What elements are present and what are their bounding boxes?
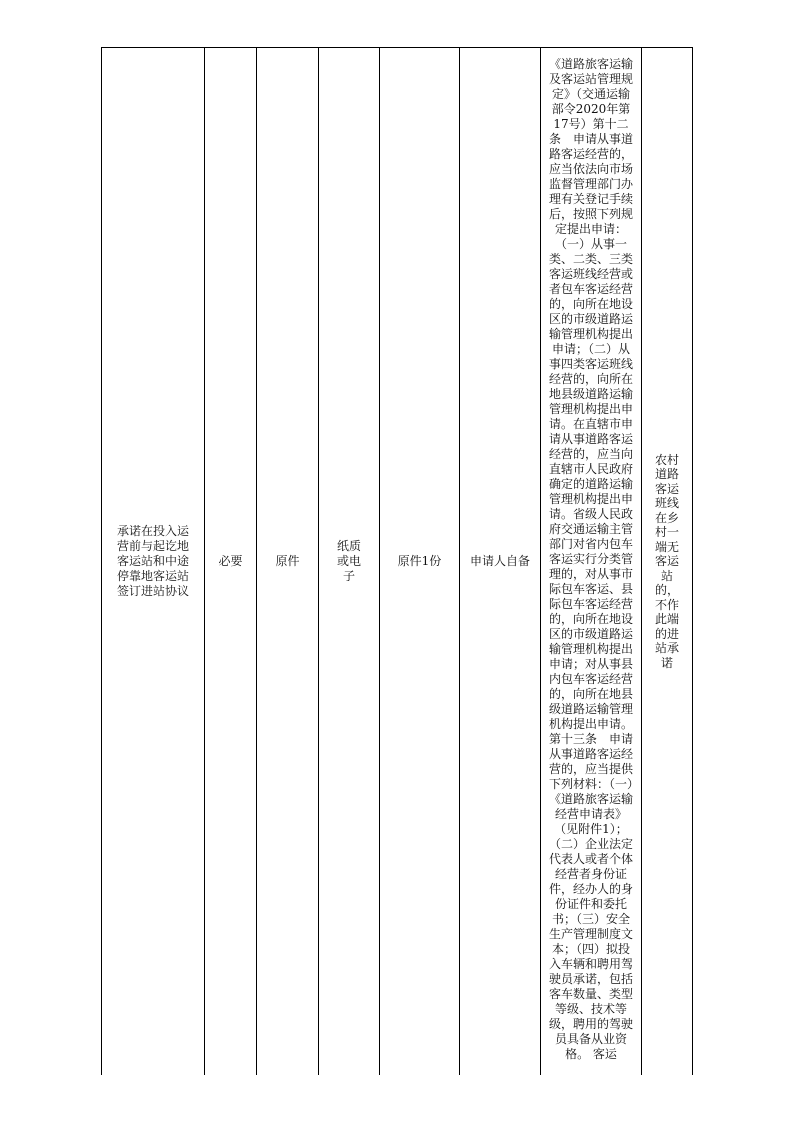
table-row: [102, 48, 693, 1076]
note-cell: [642, 48, 693, 1076]
media: 纸质或电子: [336, 539, 361, 583]
requirement: 必要: [218, 554, 243, 568]
source-cell: [460, 48, 541, 1076]
legal-basis: 《道路旅客运输及客运站管理规定》（交通运输部令2020年第17号）第十二条 申请从事道路客运经营的，应当依法向市场监督管理部门办理有关登记手续后，按照下列规定提出申请：（一）从事一类、二类、三类客运班线经营或者包车客运经营的，向所在地设区的市级道路运输管理机构提出申请；（二）从事四类客运班线经营的，向所在地县级道路运输管理机构提出申请。在直辖市申请从事道路客运经营的，应当向直辖市人民政府确定的道路运输管理机构提出申请。省级人民政府交通运输主管部门对省内包车客运实行分类管理的，对从事市际包车客运、县际包车客运经营的，向所在地设区的市级道路运输管理机构提出申请；对从事县内包车客运经营的，向所在地县级道路运输管理机构提出申请。第十三条 申请从事道路客运经营的，应当提供下列材料：（一）《道路旅客运输经营申请表》（见附件1）；（二）企业法定代表人或者个体经营者身份证件，经办人的身份证件和委托书；（三）安全生产管理制度文本；（四）拟投入车辆和聘用驾驶员承诺，包括客车数量、类型等级、技术等级，聘用的驾驶员具备从业资格。 客运: [548, 57, 633, 1061]
material-type-cell: [257, 48, 319, 1076]
copies: 原件1份: [397, 554, 442, 568]
material-type: 原件: [275, 554, 300, 568]
material-name: 承诺在投入运营前与起讫地客运站和中途停靠地客运站签订进站协议: [116, 524, 189, 598]
copies-cell: [380, 48, 460, 1076]
legal-basis-cell: [541, 48, 642, 1076]
note: 农村道路客运班线在乡村一端无客运站的，不作此端的进站承诺: [654, 452, 679, 670]
materials-table: [101, 47, 693, 1075]
material-name-cell: [102, 48, 205, 1076]
media-cell: [319, 48, 380, 1076]
requirement-cell: [205, 48, 257, 1076]
source: 申请人自备: [469, 554, 530, 568]
